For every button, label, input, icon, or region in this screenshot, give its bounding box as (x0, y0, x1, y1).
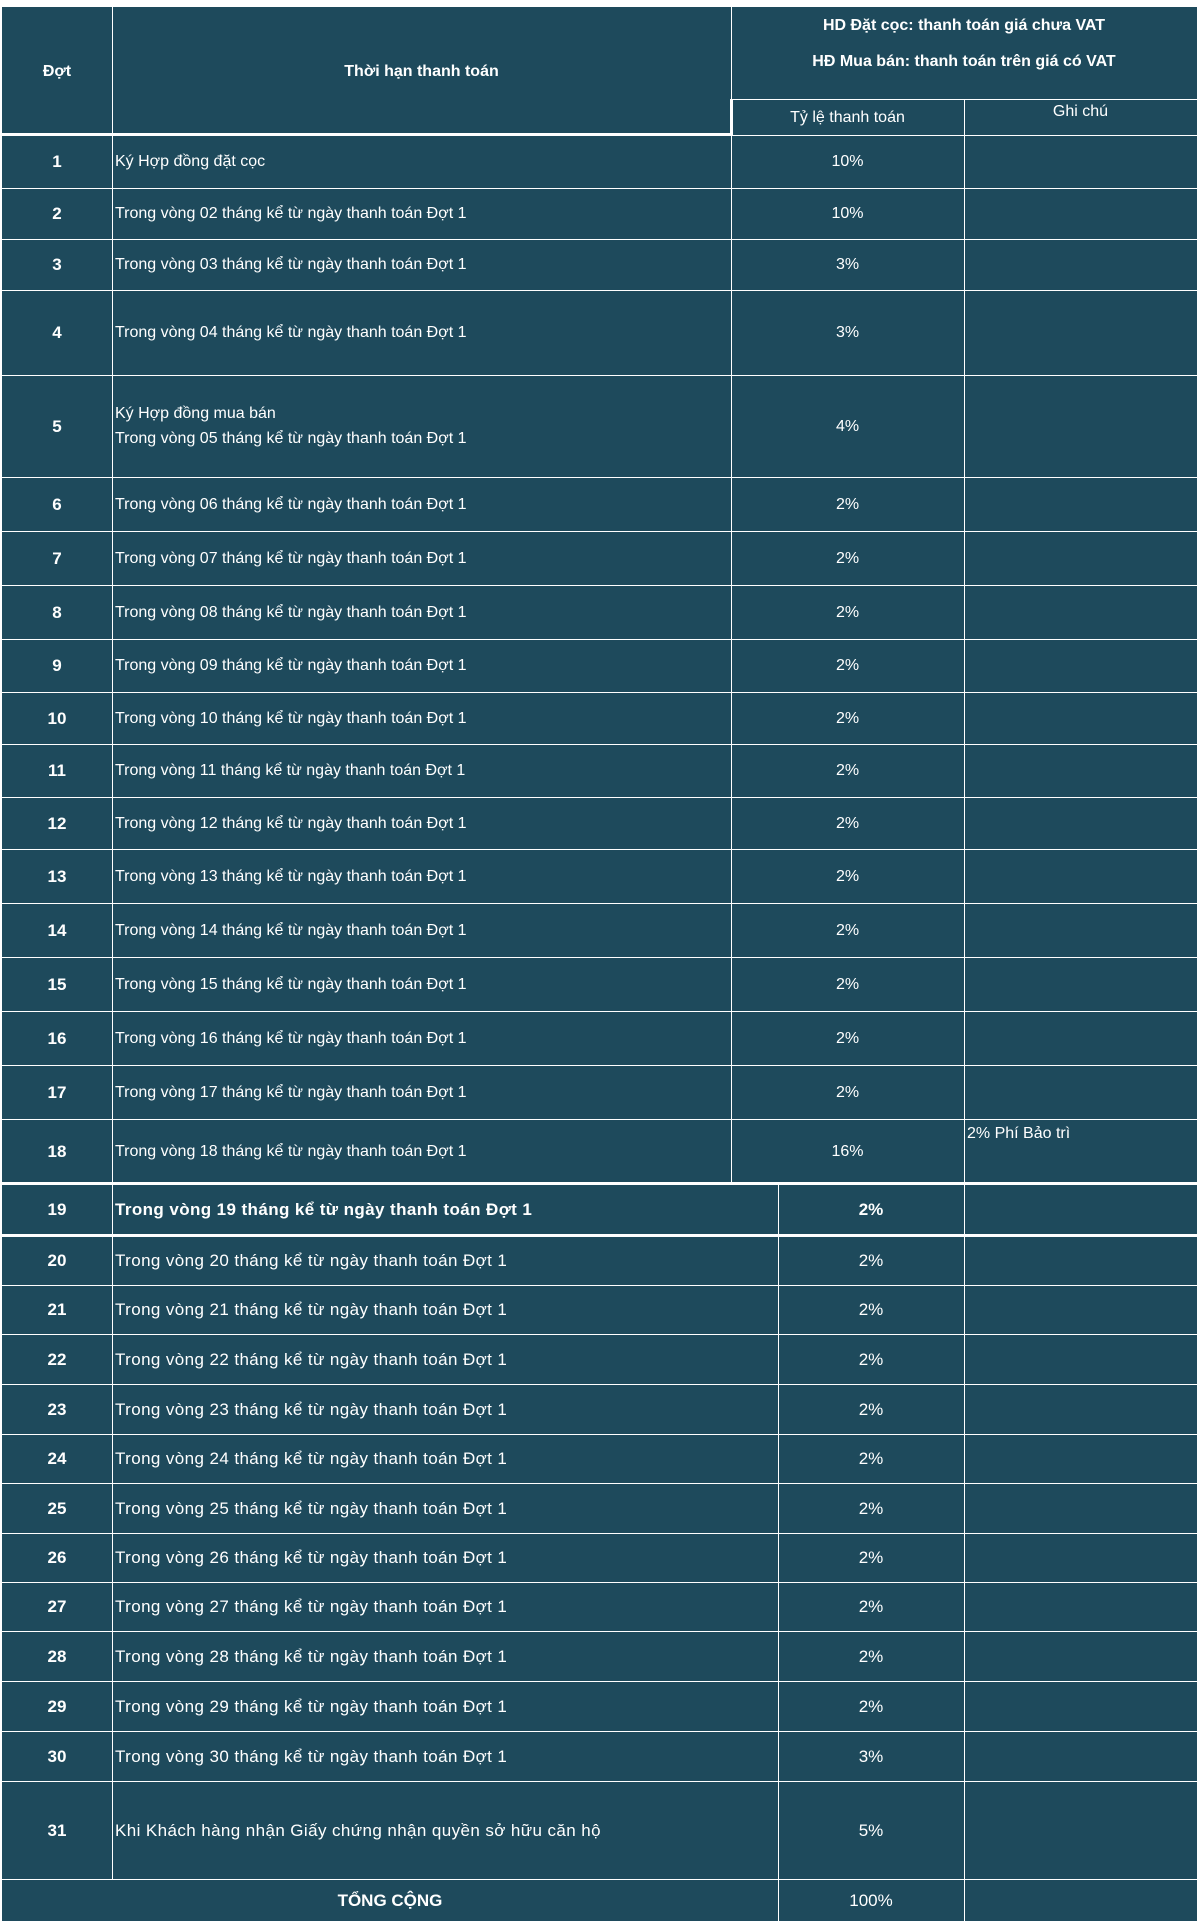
row-term: Trong vòng 29 tháng kể từ ngày thanh toán Đợt 1 (115, 1696, 508, 1716)
row-dot: 28 (47, 1646, 67, 1666)
row-dot: 18 (47, 1141, 67, 1161)
row-term: Trong vòng 16 tháng kể từ ngày thanh toán Đợt 1 (115, 1029, 467, 1047)
row-term: Trong vòng 22 tháng kể từ ngày thanh toán Đợt 1 (115, 1349, 508, 1369)
grid-hline-row (2, 1119, 1197, 1120)
row-dot: 19 (47, 1199, 67, 1219)
row-term: Trong vòng 17 tháng kể từ ngày thanh toán Đợt 1 (115, 1083, 467, 1101)
row-term: Trong vòng 19 tháng kể từ ngày thanh toán Đợt 1 (115, 1199, 533, 1219)
row-rate: 2% (835, 1029, 860, 1047)
row-dot: 10 (47, 708, 67, 728)
row-dot: 5 (52, 416, 62, 436)
row-dot: 25 (47, 1498, 67, 1518)
grid-hline-row (2, 1483, 1197, 1484)
row-term: Trong vòng 07 tháng kể từ ngày thanh toán Đợt 1 (115, 549, 467, 567)
row-rate: 2% (835, 549, 860, 567)
row-rate: 3% (858, 1746, 884, 1766)
row-dot: 23 (47, 1399, 67, 1419)
row-rate: 2% (835, 762, 860, 779)
row-term: Trong vòng 20 tháng kể từ ngày thanh toán Đợt 1 (115, 1250, 508, 1270)
grid-hline-row (2, 375, 1197, 376)
row-term: Ký Hợp đồng đặt cọc (115, 153, 266, 170)
row-dot: 1 (52, 152, 62, 171)
row-term: Trong vòng 13 tháng kể từ ngày thanh toán Đợt 1 (115, 867, 467, 885)
row-rate: 10% (831, 153, 864, 170)
row-term: Trong vòng 06 tháng kể từ ngày thanh toán Đợt 1 (115, 495, 467, 513)
row-term: Trong vòng 15 tháng kể từ ngày thanh toán Đợt 1 (115, 975, 467, 993)
row-rate: 2% (858, 1597, 884, 1616)
grid-hline-row (2, 1384, 1197, 1385)
row-rate: 2% (858, 1250, 884, 1270)
grid-hline-row (2, 1781, 1197, 1782)
row-dot: 11 (48, 761, 66, 780)
row-dot: 21 (47, 1300, 67, 1319)
row-rate: 10% (831, 205, 864, 222)
grid-hline-row (2, 1681, 1197, 1682)
grid-hline-row (2, 1065, 1197, 1066)
row-dot: 4 (52, 323, 62, 342)
row-dot: 9 (52, 656, 62, 675)
row-note: 2% Phí Bảo trì (967, 1125, 1071, 1142)
row-dot: 15 (47, 974, 67, 994)
row-term-line-1: Ký Hợp đồng mua bán (115, 405, 276, 422)
row-rate: 2% (835, 867, 860, 885)
row-rate: 2% (835, 603, 860, 621)
row-term: Trong vòng 28 tháng kể từ ngày thanh toán Đợt 1 (115, 1646, 508, 1666)
row-term: Trong vòng 08 tháng kể từ ngày thanh toán Đợt 1 (115, 603, 467, 621)
grid-hline-row (2, 585, 1197, 586)
grid-hline-row (2, 797, 1197, 798)
row-term: Trong vòng 02 tháng kể từ ngày thanh toán Đợt 1 (115, 205, 467, 222)
header-note: Ghi chú (1052, 102, 1109, 120)
grid-hline-row (2, 692, 1197, 693)
row-rate: 2% (835, 814, 860, 832)
grid-hline-row (2, 1182, 1197, 1185)
grid-vline-header (730, 99, 733, 135)
row-term-line-2: Trong vòng 05 tháng kể từ ngày thanh toán Đợt 1 (115, 430, 467, 447)
row-dot: 6 (52, 494, 62, 514)
grid-hline-row (2, 531, 1197, 532)
header-term: Thời hạn thanh toán (344, 62, 499, 80)
row-term: Khi Khách hàng nhận Giấy chứng nhận quyền sở hữu căn hộ (115, 1820, 601, 1840)
grid-vline-rate (778, 1183, 779, 1921)
grid-vline-rate (731, 135, 732, 1183)
row-term: Trong vòng 04 tháng kể từ ngày thanh toán Đợt 1 (115, 324, 467, 341)
row-term: Trong vòng 27 tháng kể từ ngày thanh toán Đợt 1 (115, 1597, 508, 1616)
row-rate: 2% (835, 495, 860, 513)
row-rate: 2% (835, 1083, 860, 1101)
row-term: Trong vòng 21 tháng kể từ ngày thanh toán Đợt 1 (115, 1300, 508, 1319)
grid-hline-row (2, 744, 1197, 745)
row-rate: 2% (835, 709, 860, 727)
grid-hline-row (2, 239, 1197, 240)
header-rate: Tỷ lệ thanh toán (790, 109, 905, 126)
grid-hline-row (2, 1285, 1197, 1286)
row-rate: 3% (835, 256, 860, 273)
row-term: Trong vòng 12 tháng kể từ ngày thanh toán Đợt 1 (115, 814, 467, 832)
grid-hline-row (2, 903, 1197, 904)
row-term: Trong vòng 25 tháng kể từ ngày thanh toán Đợt 1 (115, 1498, 508, 1518)
grid-vline-dot (112, 135, 113, 1879)
payment-schedule-table (2, 7, 1197, 1921)
header-contract-note-1: HD Đặt cọc: thanh toán giá chưa VAT (822, 16, 1106, 34)
header-contract-note-2: HĐ Mua bán: thanh toán trên giá có VAT (812, 52, 1116, 70)
total-label: TỔNG CỘNG (337, 1890, 443, 1910)
grid-hline-row (2, 1879, 1197, 1880)
row-term: Trong vòng 24 tháng kể từ ngày thanh toán Đợt 1 (115, 1449, 508, 1468)
row-term: Trong vòng 30 tháng kể từ ngày thanh toán Đợt 1 (115, 1746, 508, 1766)
grid-hline-row (2, 849, 1197, 850)
row-dot: 8 (52, 602, 62, 622)
row-rate: 2% (835, 921, 860, 939)
row-dot: 24 (47, 1449, 67, 1468)
row-dot: 31 (47, 1820, 67, 1840)
row-term: Trong vòng 10 tháng kể từ ngày thanh toán Đợt 1 (115, 709, 467, 727)
grid-hline-row (2, 1234, 1197, 1237)
row-rate: 4% (835, 417, 860, 435)
row-dot: 22 (47, 1349, 67, 1369)
grid-hline-row (2, 1011, 1197, 1012)
row-rate: 2% (835, 657, 860, 674)
row-rate: 2% (858, 1498, 884, 1518)
row-dot: 14 (47, 920, 67, 940)
row-rate: 3% (835, 324, 860, 341)
row-rate: 2% (858, 1646, 884, 1666)
grid-vline-header (112, 7, 113, 135)
grid-hline-row (2, 477, 1197, 478)
grid-hline-row (2, 1434, 1197, 1435)
row-dot: 16 (47, 1028, 67, 1048)
row-dot: 17 (47, 1082, 67, 1102)
row-term: Trong vòng 11 tháng kể từ ngày thanh toán Đợt 1 (115, 762, 466, 779)
row-term: Trong vòng 14 tháng kể từ ngày thanh toán Đợt 1 (115, 921, 467, 939)
row-dot: 27 (47, 1597, 67, 1616)
header-dot: Đợt (42, 62, 72, 80)
row-dot: 26 (47, 1548, 67, 1567)
row-rate: 2% (858, 1300, 884, 1319)
row-dot: 13 (47, 866, 67, 886)
row-term: Trong vòng 18 tháng kể từ ngày thanh toán Đợt 1 (115, 1142, 467, 1160)
grid-hline-row (2, 1631, 1197, 1632)
total-rate: 100% (849, 1890, 893, 1910)
row-term: Trong vòng 26 tháng kể từ ngày thanh toán Đợt 1 (115, 1548, 508, 1567)
grid-hline-row (2, 188, 1197, 189)
row-rate: 2% (858, 1399, 884, 1419)
grid-hline-row (2, 290, 1197, 291)
row-term: Trong vòng 03 tháng kể từ ngày thanh toán Đợt 1 (115, 256, 467, 273)
row-rate: 2% (858, 1548, 884, 1567)
grid-hline-row (2, 1334, 1197, 1335)
row-rate: 16% (831, 1142, 864, 1160)
grid-hline-row (2, 1533, 1197, 1534)
row-rate: 2% (835, 975, 860, 993)
grid-vline-note (964, 99, 965, 1921)
grid-hline-row (2, 1582, 1197, 1583)
row-rate: 2% (858, 1449, 884, 1468)
row-rate: 2% (858, 1349, 884, 1369)
row-dot: 12 (47, 813, 67, 833)
row-dot: 7 (52, 548, 62, 568)
row-rate: 2% (858, 1199, 884, 1219)
row-dot: 29 (47, 1696, 67, 1716)
row-rate: 2% (858, 1696, 884, 1716)
row-dot: 3 (52, 255, 62, 274)
row-term: Trong vòng 09 tháng kể từ ngày thanh toán Đợt 1 (115, 657, 467, 674)
grid-hline-row (2, 1731, 1197, 1732)
row-dot: 2 (52, 204, 62, 223)
row-rate: 5% (858, 1820, 884, 1840)
grid-hline-row (2, 639, 1197, 640)
row-dot: 20 (47, 1250, 67, 1270)
row-term (112, 375, 731, 477)
row-dot: 30 (47, 1746, 67, 1766)
grid-hline-row (2, 957, 1197, 958)
row-term: Trong vòng 23 tháng kể từ ngày thanh toán Đợt 1 (115, 1399, 508, 1419)
